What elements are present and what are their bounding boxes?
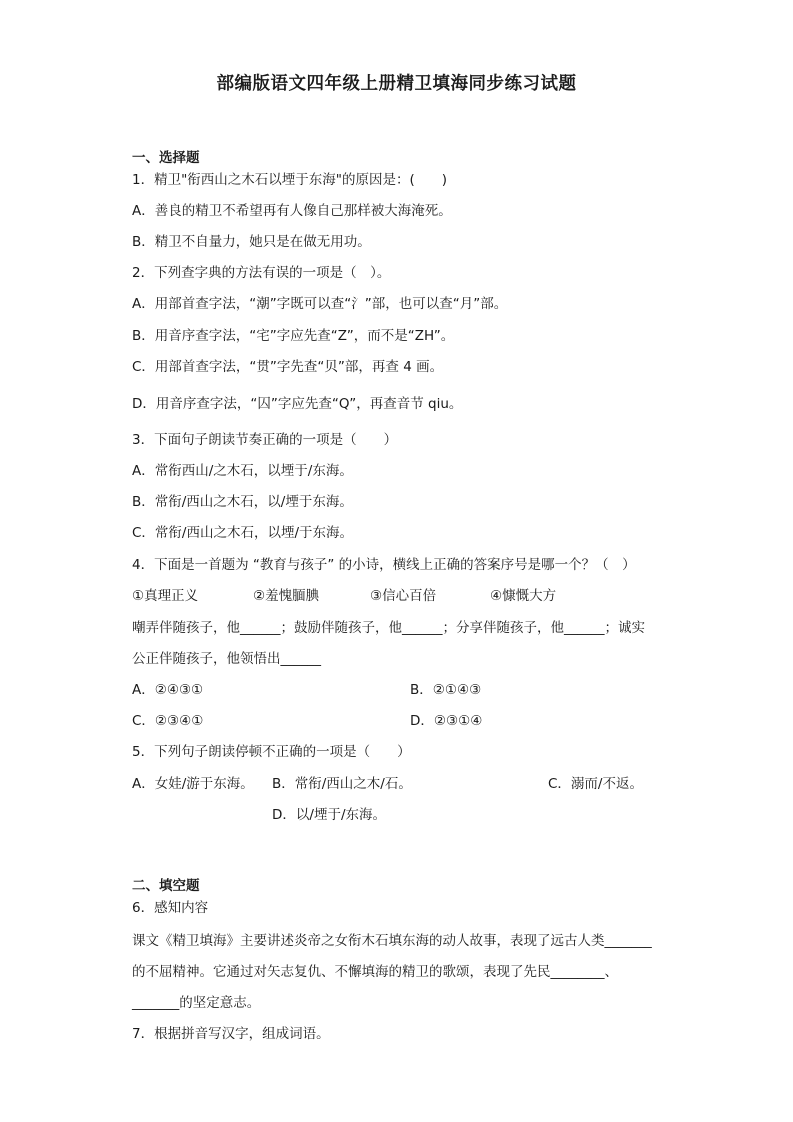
q3-stem: 3．下面句子朗读节奏正确的一项是（ ） — [132, 432, 398, 448]
q1-option-b: B．精卫不自量力，她只是在做无用功。 — [132, 234, 371, 250]
q1-stem: 1．精卫"衔西山之木石以堙于东海"的原因是：( ) — [132, 172, 448, 188]
q4-poem-line-1: 嘲弄伴随孩子，他______；鼓励伴随孩子，他______；分享伴随孩子，他______；诚实 — [132, 620, 645, 636]
q2-option-d: D．用音序查字法，“囚”字应先查“Q”，再查音节 qiu。 — [132, 396, 463, 412]
q6-stem: 6．感知内容 — [132, 900, 209, 916]
section-heading-choice: 一、选择题 — [132, 150, 200, 166]
q6-text-line-3: _______的坚定意志。 — [132, 995, 261, 1011]
page-title: 部编版语文四年级上册精卫填海同步练习试题 — [216, 74, 577, 94]
q5-stem: 5．下列句子朗读停顿不正确的一项是（ ） — [132, 744, 411, 760]
q5-option-c: C．溺而/不返。 — [548, 776, 643, 792]
q4-word-2: ②羞愧腼腆 — [253, 588, 320, 604]
q1-option-a: A．善良的精卫不希望再有人像自己那样被大海淹死。 — [132, 203, 452, 219]
q4-option-b: B．②①④③ — [410, 682, 482, 698]
q4-poem-line-2: 公正伴随孩子，他领悟出______ — [132, 651, 321, 667]
q3-option-a: A．常衔西山/之木石，以堙于/东海。 — [132, 463, 353, 479]
q4-stem: 4．下面是一首题为 “教育与孩子” 的小诗，横线上正确的答案序号是哪一个？（ ） — [132, 557, 636, 573]
q7-stem: 7．根据拼音写汉字，组成词语。 — [132, 1026, 330, 1042]
q2-option-a: A．用部首查字法，“潮”字既可以查“氵”部，也可以查“月”部。 — [132, 296, 508, 312]
q2-stem: 2．下列查字典的方法有误的一项是（ ）。 — [132, 265, 391, 281]
q4-word-4: ④慷慨大方 — [490, 588, 557, 604]
q5-option-d: D．以/堙于/东海。 — [272, 807, 386, 823]
q4-option-c: C．②③④① — [132, 713, 204, 729]
q2-option-c: C．用部首查字法，“贯”字先查“贝”部，再查 4 画。 — [132, 359, 444, 375]
q3-option-c: C．常衔/西山之木石，以堙/于东海。 — [132, 525, 354, 541]
q6-text-line-2: 的不屈精神。它通过对矢志复仇、不懈填海的精卫的歌颂，表现了先民________、 — [132, 964, 618, 980]
q2-option-b: B．用音序查字法，“宅”字应先查“Z”，而不是“ZH”。 — [132, 328, 455, 344]
q5-option-b: B．常衔/西山之木/石。 — [272, 776, 412, 792]
q3-option-b: B．常衔/西山之木石，以/堙于东海。 — [132, 494, 353, 510]
q4-word-3: ③信心百倍 — [370, 588, 437, 604]
q4-option-d: D．②③①④ — [410, 713, 483, 729]
q4-word-1: ①真理正义 — [132, 588, 199, 604]
q6-text-line-1: 课文《精卫填海》主要讲述炎帝之女衔木石填东海的动人故事，表现了远古人类_______ — [132, 933, 652, 949]
q4-option-a: A．②④③① — [132, 682, 204, 698]
section-heading-fill: 二、填空题 — [132, 878, 200, 894]
q5-option-a: A．女娃/游于东海。 — [132, 776, 254, 792]
